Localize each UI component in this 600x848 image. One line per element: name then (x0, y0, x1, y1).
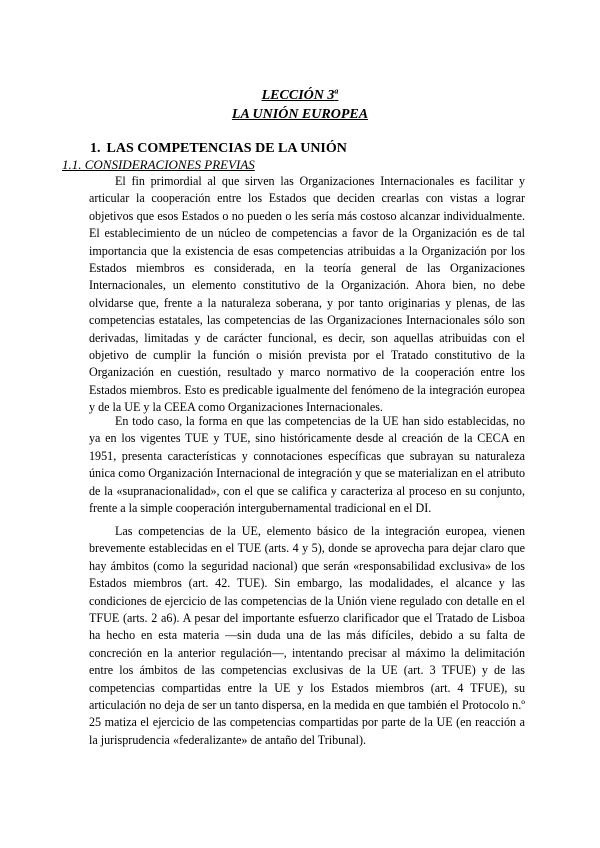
paragraph-2: En todo caso, la forma en que las competencias de la UE han sido establecidas, no ya en los vigentes TUE y TUE, sino históricamente desde al creación de la CECA en 1951, presenta características y connotaciones específicas que subrayan su naturaleza única como Organización Internacional de integración y que se materializan en el atributo de la «supranacionalidad», con el que se califica y caracteriza al proceso en su conjunto, frente a la simple cooperación intergubernamental tradicional en el DI. (89, 414, 525, 516)
lesson-subtitle: LA UNIÓN EUROPEA (231, 107, 369, 122)
lesson-title (0, 86, 600, 105)
subsection-heading: 1.1. CONSIDERACIONES PREVIAS (62, 157, 255, 172)
lesson-title-text: LECCIÓN 3 (261, 88, 335, 103)
section-heading-text: LAS COMPETENCIAS DE LA UNIÓN (106, 141, 347, 156)
lesson-titles (0, 86, 600, 124)
section-heading (90, 140, 347, 157)
paragraph-3: Las competencias de la UE, elemento básico de la integración europea, vienen brevemente establecidas en el TUE (arts. 4 y 5), donde se aprovecha para dejar claro que hay ámbitos (como la seguridad nacional) que serán «responsabilidad exclusiva» de los Estados miembros (art. 42. TUE). Sin embargo, las modalidades, el alcance y las condiciones de ejercicio de las competencias de la Unión viene regulado con detalle en el TFUE (arts. 2 a6). A pesar del importante esfuerzo clarificador que el Tratado de Lisboa ha hecho en esta materia —sin duda una de las más difíciles, debido a su falta de concreción en la anterior regulación—, intentando precisar al máximo la delimitación entre los ámbitos de las competencias exclusivas de la UE (art. 3 TFUE) y de las competencias compartidas entre la UE y los Estados miembros (art. 4 TFUE), su articulación no deja de ser un tanto dispersa, en la medida en que también el Protocolo n.º 25 matiza el ejercicio de las competencias compartidas por parte de la UE (en reacción a la jurisprudencia «federalizante» de antaño del Tribunal). (89, 524, 525, 747)
paragraph-1: El fin primordial al que sirven las Organizaciones Internacionales es facilitar y articular la cooperación entre los Estados que deciden crearlas con vistas a lograr objetivos que esos Estados o no pueden o les sería más costoso alcanzar individualmente. El establecimiento de un núcleo de competencias a favor de la Organización es de tal importancia que la existencia de esas competencias atribuidas a la Organización por los Estados miembros es considerada, en la teoría general de las Organizaciones Internacionales, un elemento constitutivo de la Organización. Ahora bien, no debe olvidarse que, frente a la naturaleza soberana, y por tanto originarias y plenas, de las competencias estatales, las competencias de las Organizaciones Internacionales sólo son derivadas, limitadas y de carácter funcional, es decir, son aquellas atribuidas con el objetivo de cumplir la función o misión prevista por el Tratado constitutivo de la Organización en cuestión, resultado y marco normativo de la cooperación entre los Estados miembros. Esto es predicable igualmente del fenómeno de la integración europea y de la UE y la CEEA como Organizaciones Internacionales. (89, 174, 525, 415)
lesson-title-superscript: a (334, 86, 339, 96)
section-number: 1. (90, 141, 101, 156)
